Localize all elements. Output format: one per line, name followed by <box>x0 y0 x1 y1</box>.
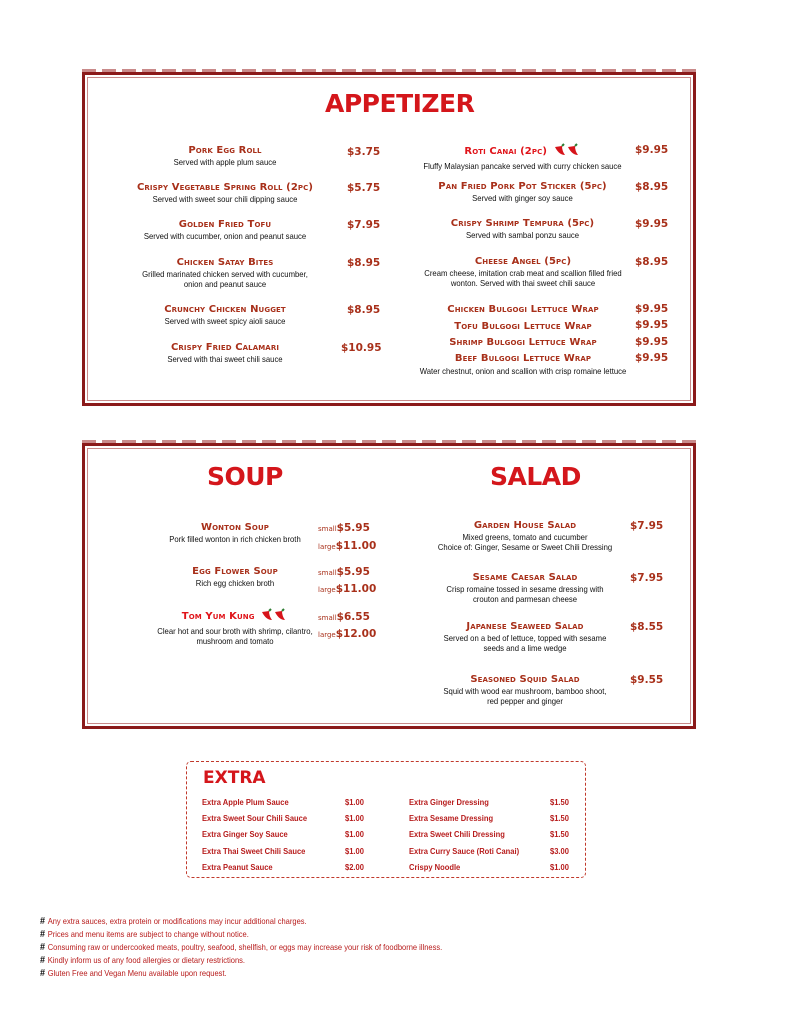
item-name: Cheese Angel (5pc) <box>474 256 572 267</box>
item-description: Mixed greens, tomato and cucumber <box>462 532 588 542</box>
extra-item-price: $1.00 <box>345 829 364 839</box>
extra-item-price: $1.50 <box>550 829 569 839</box>
item-name-text: Tom Yum Kung <box>181 611 255 622</box>
menu-item <box>125 145 325 167</box>
footnote <box>40 928 442 941</box>
item-price: $8.95 <box>347 257 381 269</box>
appetizer-title: APPETIZER <box>325 89 475 118</box>
item-description: Served on a bed of lettuce, topped with sesame seeds and a lime wedge <box>443 633 607 653</box>
menu-item <box>405 181 640 203</box>
footnote-marker: # <box>40 955 46 966</box>
menu-item <box>430 621 620 653</box>
chili-pepper-icon <box>260 608 288 626</box>
item-description: Rich egg chicken broth <box>195 578 275 588</box>
extra-item-price: $3.00 <box>550 846 569 856</box>
item-name: Chicken Bulgogi Lettuce Wrap <box>447 304 599 315</box>
extra-item-name: Extra Apple Plum Sauce <box>202 797 289 807</box>
item-price: $10.95 <box>341 342 382 354</box>
menu-item <box>125 257 325 289</box>
large-price <box>318 540 376 552</box>
footnote-marker: # <box>40 968 46 979</box>
footnote <box>40 954 442 967</box>
size-label: small <box>318 614 337 622</box>
item-price: $9.55 <box>630 674 664 686</box>
menu-item <box>145 522 325 544</box>
item-price: $3.75 <box>347 146 381 158</box>
item-description: Served with ginger soy sauce <box>472 193 573 203</box>
item-description: Squid with wood ear mushroom, bamboo shoot, red pepper and ginger <box>443 686 607 706</box>
item-price: $9.95 <box>635 352 669 364</box>
item-description: Served with sambal ponzu sauce <box>465 230 580 240</box>
item-price: $8.95 <box>635 181 669 193</box>
size-label: large <box>318 631 336 639</box>
appetizer-panel <box>82 72 696 406</box>
large-price <box>318 583 376 595</box>
small-price <box>318 566 370 578</box>
menu-item <box>430 674 620 706</box>
item-price: $9.95 <box>635 303 669 315</box>
price-value: $11.00 <box>335 540 377 552</box>
footnote-marker: # <box>40 942 46 953</box>
item-name: Seasoned Squid Salad <box>470 674 580 685</box>
menu-item <box>125 182 325 204</box>
item-name: Wonton Soup <box>201 522 269 533</box>
chili-pepper-icon <box>553 143 581 161</box>
size-label: small <box>318 525 337 533</box>
item-description: Water chestnut, onion and scallion with crisp romaine lettuce <box>419 365 627 376</box>
menu-item <box>405 218 640 240</box>
wrap-group <box>403 302 643 376</box>
item-description: Choice of: Ginger, Sesame or Sweet Chili Dressing <box>437 542 613 552</box>
item-name-text: Roti Canai (2pc) <box>464 146 547 157</box>
salad-title: SALAD <box>490 462 581 491</box>
item-description: Grilled marinated chicken served with cucumber, onion and peanut sauce <box>142 269 308 289</box>
item-name: Crunchy Chicken Nugget <box>164 304 286 315</box>
large-price <box>318 628 376 640</box>
size-label: large <box>318 586 336 594</box>
item-price: $7.95 <box>347 219 381 231</box>
footnote-text: Any extra sauces, extra protein or modifications may incur additional charges. <box>47 916 307 926</box>
extra-title: EXTRA <box>203 768 266 788</box>
item-price: $7.95 <box>630 572 664 584</box>
price-value: $5.95 <box>336 522 370 534</box>
small-price <box>318 611 370 623</box>
extra-item-name: Extra Sweet Chili Dressing <box>409 829 505 839</box>
item-price: $8.95 <box>635 256 669 268</box>
menu-item <box>145 608 325 646</box>
item-description: Pork filled wonton in rich chicken broth <box>169 534 301 544</box>
item-name: Garden House Salad <box>473 520 577 531</box>
item-price: $7.95 <box>630 520 664 532</box>
item-name: Japanese Seaweed Salad <box>466 621 584 632</box>
item-description: Served with sweet spicy aioli sauce <box>164 316 286 326</box>
item-description: Served with sweet sour chili dipping sauce <box>152 194 298 204</box>
item-name: Tofu Bulgogi Lettuce Wrap <box>454 320 592 332</box>
item-price: $9.95 <box>635 336 669 348</box>
price-value: $5.95 <box>336 566 370 578</box>
item-price: $9.95 <box>635 319 669 331</box>
item-name: Crispy Vegetable Spring Roll (2pc) <box>136 182 314 193</box>
item-name: Shrimp Bulgogi Lettuce Wrap <box>449 337 597 348</box>
item-description: Served with thai sweet chili sauce <box>167 354 283 364</box>
item-description: Crisp romaine tossed in sesame dressing with crouton and parmesan cheese <box>446 584 604 604</box>
extra-item-price: $1.00 <box>345 813 364 823</box>
footnote-text: Prices and menu items are subject to change without notice. <box>47 929 249 939</box>
small-price <box>318 522 370 534</box>
extra-panel <box>186 761 586 878</box>
extra-item-name: Extra Peanut Sauce <box>202 862 273 872</box>
item-price: $9.95 <box>635 218 669 230</box>
extra-item-name: Extra Ginger Soy Sauce <box>202 829 288 839</box>
item-name <box>405 143 640 161</box>
item-description: Served with cucumber, onion and peanut sauce <box>143 231 307 241</box>
footnote <box>40 941 442 954</box>
extra-item-price: $1.00 <box>550 862 569 872</box>
item-description: Clear hot and sour broth with shrimp, cilantro, mushroom and tomato <box>157 626 313 646</box>
extra-item-name: Extra Curry Sauce (Roti Canai) <box>409 846 520 856</box>
item-price: $8.55 <box>630 621 664 633</box>
item-description: Fluffy Malaysian pancake served with curry chicken sauce <box>423 161 622 171</box>
item-price: $8.95 <box>347 304 381 316</box>
item-name: Crispy Fried Calamari <box>170 342 280 353</box>
item-name <box>145 608 325 626</box>
item-name: Pork Egg Roll <box>188 145 262 156</box>
item-name: Pan Fried Pork Pot Sticker (5pc) <box>438 181 607 192</box>
item-name: Sesame Caesar Salad <box>472 572 578 583</box>
price-value: $12.00 <box>335 628 377 640</box>
menu-item <box>403 256 643 288</box>
footnote-text: Gluten Free and Vegan Menu available upon request. <box>47 968 227 978</box>
extra-item-price: $2.00 <box>345 862 364 872</box>
item-name: Egg Flower Soup <box>192 566 278 577</box>
footnote-marker: # <box>40 929 46 940</box>
price-value: $11.00 <box>335 583 377 595</box>
extra-item-price: $1.50 <box>550 797 569 807</box>
menu-item <box>410 520 640 552</box>
footnote-marker: # <box>40 916 46 927</box>
item-price: $9.95 <box>635 144 669 156</box>
menu-item <box>145 566 325 588</box>
extra-item-name: Extra Ginger Dressing <box>409 797 489 807</box>
extra-item-name: Extra Sweet Sour Chili Sauce <box>202 813 308 823</box>
price-value: $6.55 <box>336 611 370 623</box>
extra-item-name: Extra Thai Sweet Chili Sauce <box>202 846 306 856</box>
menu-item <box>405 143 640 171</box>
size-label: small <box>318 569 337 577</box>
footnote <box>40 967 442 980</box>
item-description: Cream cheese, imitation crab meat and scallion filled fried wonton. Served with thai sweet chili sauce <box>424 268 622 288</box>
footnote <box>40 915 442 928</box>
soup-salad-panel <box>82 443 696 729</box>
item-name: Chicken Satay Bites <box>176 257 274 268</box>
item-name: Golden Fried Tofu <box>178 219 272 230</box>
footnotes <box>40 915 442 980</box>
item-price: $5.75 <box>347 182 381 194</box>
footnote-text: Consuming raw or undercooked meats, poultry, seafood, shellfish, or eggs may increase your risk of foodborne illness. <box>47 942 443 952</box>
size-label: large <box>318 543 336 551</box>
extra-item-price: $1.00 <box>345 797 364 807</box>
extra-item-name: Extra Sesame Dressing <box>409 813 494 823</box>
menu-item <box>125 304 325 326</box>
extra-item-price: $1.50 <box>550 813 569 823</box>
item-name: Crispy Shrimp Tempura (5pc) <box>450 218 595 229</box>
extra-item-price: $1.00 <box>345 846 364 856</box>
extra-item-name: Crispy Noodle <box>409 862 461 872</box>
item-name: Beef Bulgogi Lettuce Wrap <box>454 352 592 364</box>
footnote-text: Kindly inform us of any food allergies or dietary restrictions. <box>47 955 246 965</box>
menu-item <box>125 219 325 241</box>
menu-item <box>125 342 325 364</box>
item-description: Served with apple plum sauce <box>173 157 277 167</box>
soup-title: SOUP <box>207 462 283 491</box>
menu-item <box>425 572 625 604</box>
